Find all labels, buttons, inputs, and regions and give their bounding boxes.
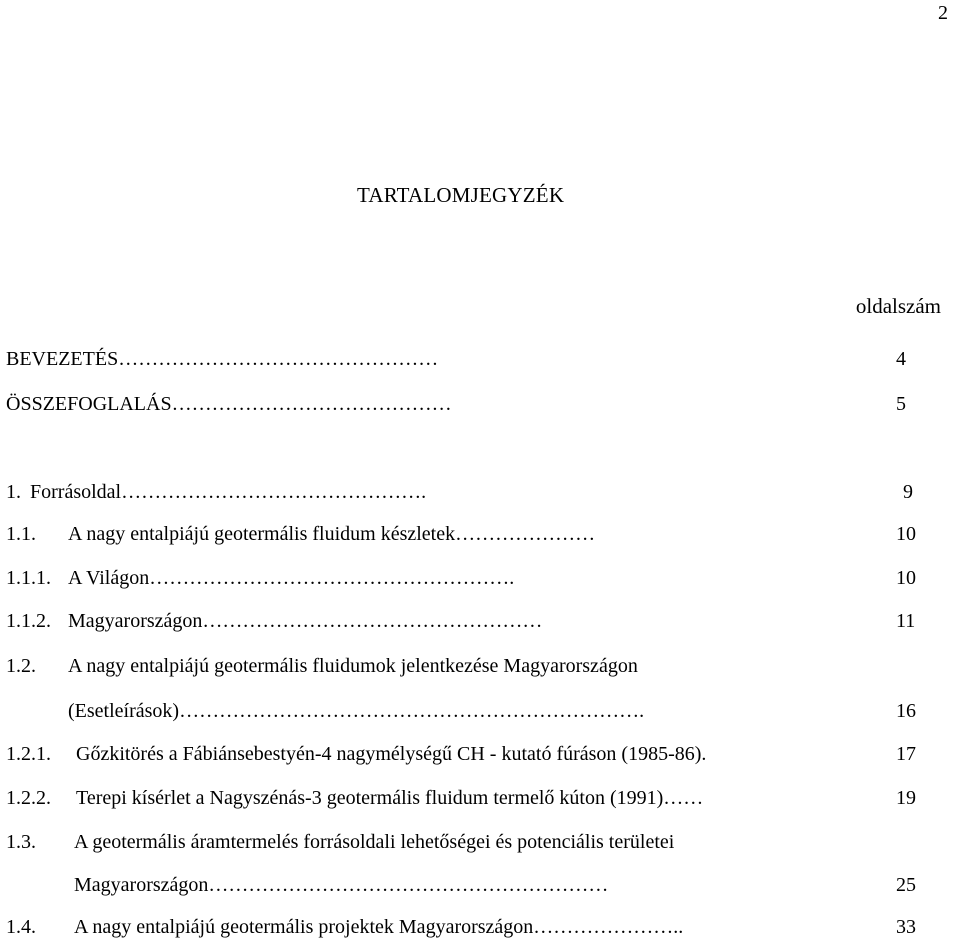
- document-title: TARTALOMJEGYZÉK: [357, 183, 565, 207]
- toc-entry-1-1-1[interactable]: [0, 564, 960, 592]
- toc-entry-text: ÖSSZEFOGLALÁS……………………………………: [6, 393, 452, 415]
- toc-entry-text: Terepi kísérlet a Nagyszénás-3 geotermális fluidum termelő kúton (1991)……: [76, 787, 704, 809]
- toc-entry-page: 33: [896, 916, 916, 938]
- toc-entry-text: A nagy entalpiájú geotermális projektek Magyarországon…………………..: [74, 916, 684, 938]
- toc-entry-text: Magyarországon……………………………………………: [68, 610, 543, 632]
- toc-entry-number: 1.: [6, 481, 21, 503]
- page-column-header: oldalszám: [855, 294, 941, 318]
- toc-entry-text: A Világon……………………………………………….: [68, 567, 515, 589]
- toc-entry-page: 17: [896, 743, 916, 765]
- toc-entry-1-3[interactable]: [0, 828, 960, 856]
- toc-entry-number: 1.2.: [6, 655, 36, 677]
- toc-entry-number: 1.1.: [6, 523, 36, 545]
- page-number: 2: [938, 2, 948, 24]
- toc-entry-page: 5: [896, 393, 906, 415]
- toc-entry-text: Gőzkitörés a Fábiánsebestyén-4 nagymélységű CH - kutató fúráson (1985-86).: [76, 743, 707, 765]
- toc-entry-number: 1.4.: [6, 916, 36, 938]
- toc-entry-1[interactable]: [0, 478, 960, 506]
- toc-entry-text: Magyarországon……………………………………………………: [74, 874, 609, 896]
- toc-entry-text: Forrásoldal……………………………………….: [30, 481, 427, 503]
- toc-entry-text: BEVEZETÉS…………………………………………: [6, 348, 439, 370]
- toc-entry-number: 1.1.2.: [6, 610, 51, 632]
- toc-entry-page: 10: [896, 523, 916, 545]
- toc-entry-number: 1.2.2.: [6, 787, 51, 809]
- toc-entry-1-2-1[interactable]: [0, 740, 960, 768]
- toc-entry-page: 11: [896, 610, 916, 632]
- toc-entry-osszefoglalas[interactable]: [0, 390, 960, 418]
- toc-entry-number: 1.1.1.: [6, 567, 51, 589]
- toc-entry-number: 1.3.: [6, 831, 36, 853]
- toc-entry-magyarorszagon[interactable]: [0, 871, 960, 899]
- toc-entry-page: 10: [896, 567, 916, 589]
- toc-entry-page: 19: [896, 787, 916, 809]
- toc-entry-1-2-2[interactable]: [0, 784, 960, 812]
- toc-entry-1-1-2[interactable]: [0, 607, 960, 635]
- toc-entry-1-2[interactable]: [0, 652, 960, 680]
- toc-entry-text: (Esetleírások)…………………………………………………………….: [68, 700, 645, 722]
- toc-entry-page: 25: [896, 874, 916, 896]
- toc-entry-page: 4: [896, 348, 906, 370]
- toc-entry-text: A nagy entalpiájú geotermális fluidum készletek…………………: [68, 523, 596, 545]
- toc-entry-1-1[interactable]: [0, 520, 960, 548]
- toc-entry-esetleirasok[interactable]: [0, 697, 960, 725]
- toc-entry-text: A nagy entalpiájú geotermális fluidumok jelentkezése Magyarországon: [68, 655, 638, 677]
- toc-entry-bevezetes[interactable]: [0, 345, 960, 373]
- toc-entry-page: 9: [903, 481, 913, 503]
- toc-entry-number: 1.2.1.: [6, 743, 51, 765]
- toc-entry-page: 16: [896, 700, 916, 722]
- toc-entry-1-4[interactable]: [0, 913, 960, 941]
- toc-entry-text: A geotermális áramtermelés forrásoldali lehetőségei és potenciális területei: [74, 831, 675, 853]
